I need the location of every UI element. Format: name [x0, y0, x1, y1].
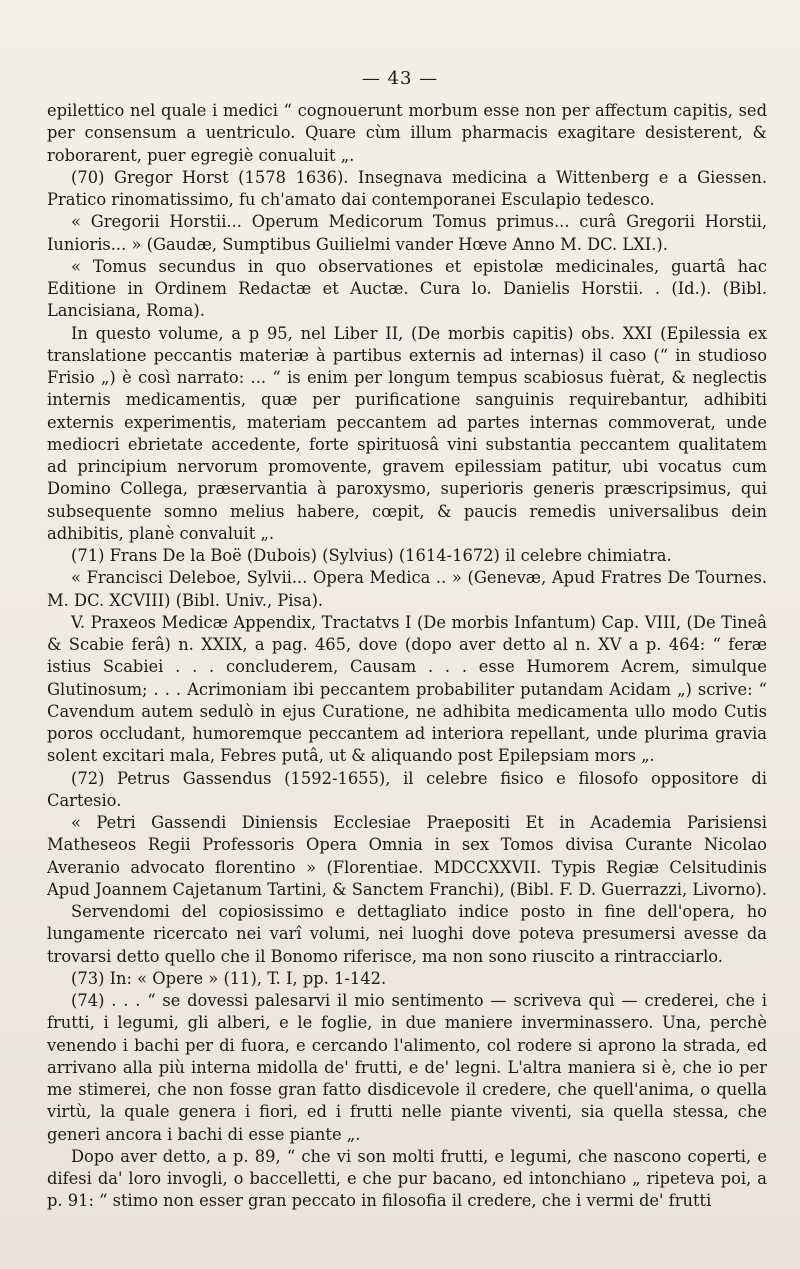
- page-number: — 43 —: [361, 68, 439, 89]
- paragraph: (70) Gregor Horst (1578 1636). Insegnava medicina a Wittenberg e a Giessen. Pratico rinomatissimo, fu ch'amato dai contemporanei Esculapio tedesco.: [47, 167, 767, 209]
- paragraph: (73) In: « Opere » (11), T. I, pp. 1-142.: [71, 968, 387, 988]
- paragraph: « Francisci Deleboe, Sylvii... Opera Medica .. » (Genevæ, Apud Fratres De Tournes. M. DC. XCVIII) (Bibl. Univ., Pisa).: [47, 568, 767, 610]
- paragraph: (71) Frans De la Boë (Dubois) (Sylvius) (1614-1672) il celebre chimiatra.: [71, 546, 672, 565]
- paragraph: « Tomus secundus in quo observationes et epistolæ medicinales, guartâ hac Editione in Ordinem Redactæ et Auctæ. Cura lo. Danielis Horstii. . (Id.). (Bibl. Lancisiana, Roma).: [47, 256, 767, 321]
- paragraph: (74) . . . “ se dovessi palesarvi il mio sentimento — scriveva quì — crederei, che i frutti, i legumi, gli alberi, e le foglie, in due maniere inverminassero. Una, perchè venendo i bachi per di fuora, e cercando l'alimento, col rodere si aprono la strada, ed arrivano alla più interna midolla de' frutti, e de' legni. L'altra maniera si è, che io per me stimerei, che non fosse gran fatto disdicevole il credere, che quell'anima, o quella virtù, la quale genera i fiori, ed i frutti nelle piante viventi, sia quella stessa, che generi ancora i bachi di esse piante „.: [47, 991, 767, 1144]
- paragraph: epilettico nel quale i medici “ cognouerunt morbum esse non per affectum capitis, sed per consensum a uentriculo. Quare cùm illum pharmacis exagitare desisterent, & roborarent, puer egregiè conualuit „.: [47, 101, 767, 165]
- paragraph: V. Praxeos Medicæ Appendix, Tractatvs I (De morbis Infantum) Cap. VIII, (De Tineâ & Scabie ferâ) n. XXIX, a pag. 465, dove (dopo aver detto al n. XV a p. 464: “ feræ istius Scabiei . . . concluderem, Causam . . . esse Humorem Acrem, simulque Glutinosum; . . . Acrimoniam ibi peccantem probabiliter putandam Acidam „) scrive: “ Cavendum autem sedulò in ejus Curatione, ne adhibita medicamenta ullo modo Cutis poros occludant, humoremque peccantem ad interiora repellant, unde plurima gravia solent excitari mala, Febres putâ, ut & aliquando post Epilepsiam mors „.: [47, 612, 767, 766]
- paragraph: Servendomi del copiosissimo e dettagliato indice posto in fine dell'opera, ho lungamente ricercato nei varî volumi, nei luoghi dove poteva presumersi avesse da trovarsi detto quello che il Bonomo riferisce, ma non sono riuscito a rintracciarlo.: [47, 902, 767, 966]
- paragraph: Dopo aver detto, a p. 89, “ che vi son molti frutti, e legumi, che nascono coperti, e difesi da' loro invogli, o baccelletti, e che pur bacano, ed intonchiano „ ripeteva poi, a p. 91: “ stimo non esser gran peccato in filosofia il credere, che i vermi de' frutti: [47, 1146, 767, 1211]
- paragraph: (72) Petrus Gassendus (1592-1655), il celebre fisico e filosofo oppositore di Cartesio.: [47, 768, 767, 810]
- body-text: [47, 100, 767, 1213]
- paragraph: « Petri Gassendi Diniensis Ecclesiae Praepositi Et in Academia Parisiensi Matheseos Regii Professoris Opera Omnia in sex Tomos divisa Curante Nicolao Averanio advocato florentino » (Florentiae. MDCCXXVII. Typis Regiæ Celsitudinis Apud Joannem Cajetanum Tartini, & Sanctem Franchi), (Bibl. F. D. Guerrazzi, Livorno).: [47, 813, 767, 899]
- paragraph: « Gregorii Horstii... Operum Medicorum Tomus primus... curâ Gregorii Horstii, Iunioris... » (Gaudæ, Sumptibus Guilielmi vander Hœve Anno M. DC. LXI.).: [47, 212, 767, 254]
- paragraph: In questo volume, a p 95, nel Liber II, (De morbis capitis) obs. XXI (Epilessia ex translatione peccantis materiæ à partibus externis ad internas) il caso (“ in studioso Frisio „) è così narrato: ... “ is enim per longum tempus scabiosus fuèrat, & neglectis internis medicamentis, quæ per purificatione sanguinis requirebantur, adhibiti externis experimentis, materiam peccantem ad partes internas commoverat, unde mediocri ebrietate accedente, forte spirituosâ vini substantia peccantem qualitatem ad principium nervorum promovente, gravem epilessiam patitur, ubi vocatus cum Domino Collega, præservantia à paroxysmo, superioris generis præscripsimus, qui subsequente somno melius habere, cœpit, & paucis remedis universalibus dein adhibitis, planè convaluit „.: [47, 323, 767, 543]
